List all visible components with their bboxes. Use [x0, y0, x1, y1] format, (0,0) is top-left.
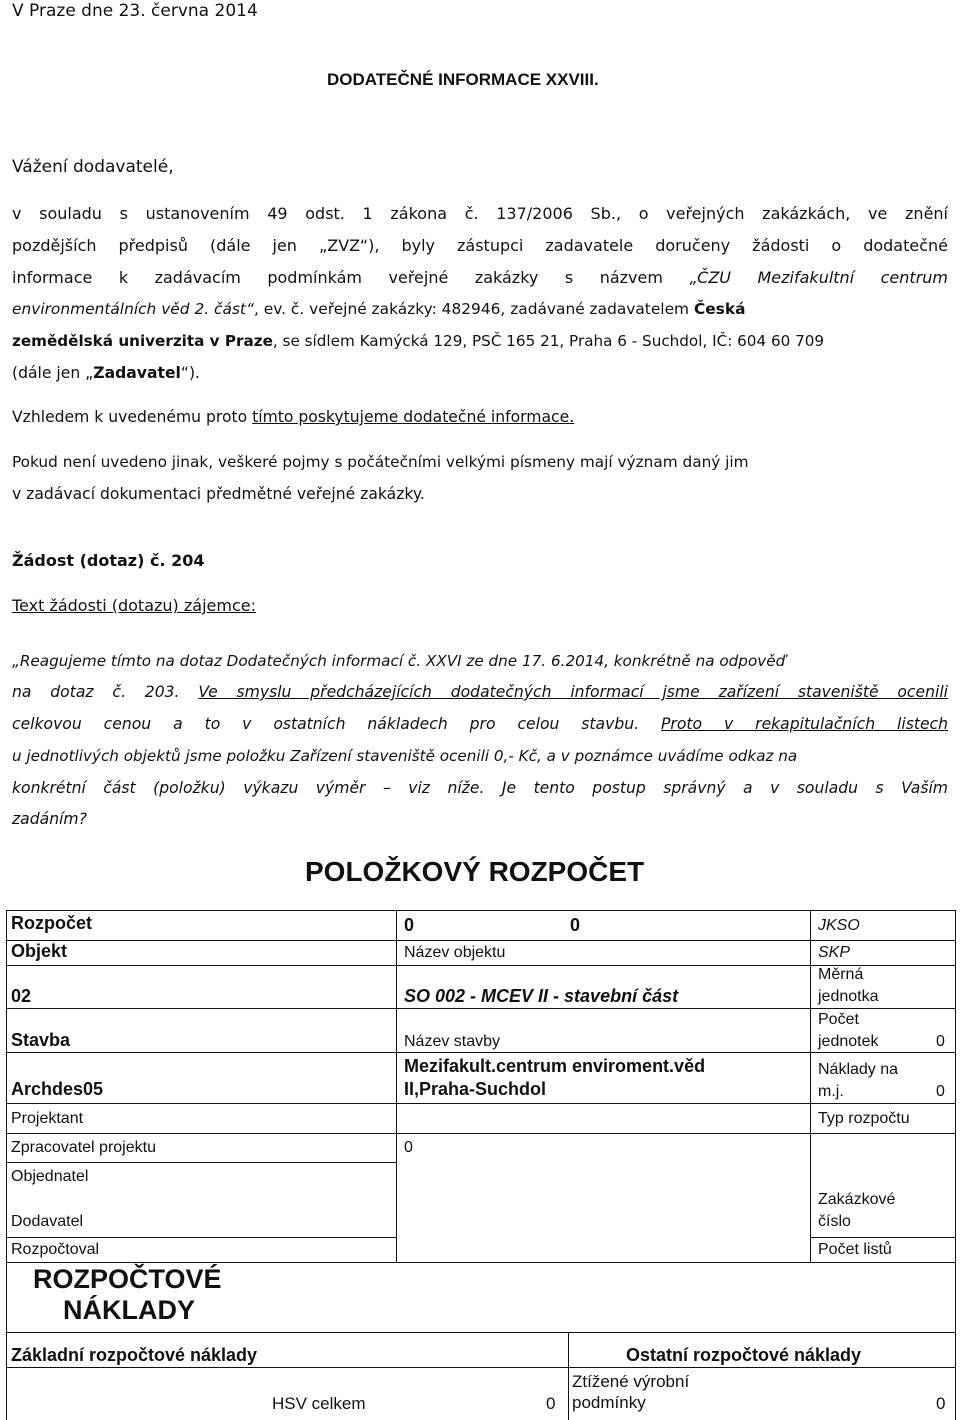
intro-line-8: Pokud není uvedeno jinak, veškeré pojmy s počátečními velkými písmeny mají význam daný jim: [12, 453, 749, 471]
zpracovatel-value: 0: [404, 1139, 413, 1156]
zakazkove-cislo-label: Zakázkové číslo: [818, 1191, 896, 1230]
zpracovatel-label: Zpracovatel projektu: [11, 1139, 156, 1156]
intro-line-7: Vzhledem k uvedenému proto tímto poskytujeme dodatečné informace.: [12, 408, 575, 426]
stavba-name: Mezifakult.centrum enviroment.věd II,Praha-Suchdol: [404, 1056, 706, 1099]
request-heading: Žádost (dotaz) č. 204: [12, 551, 205, 570]
intro-line-3: informace k zadávacím podmínkám veřejné zakázky s názvem „ČZU Mezifakultní centrum: [12, 268, 948, 287]
quote-line-2: na dotaz č. 203. Ve smyslu předcházejících dodatečných informací jsme zařízení staveniště ocenili: [12, 683, 948, 701]
pocet-jednotek-value: 0: [936, 1033, 945, 1050]
projektant-label: Projektant: [11, 1110, 84, 1127]
intro-line-4: environmentálních věd 2. část“, ev. č. veřejné zakázky: 482946, zadávané zadavatelem Česká: [12, 300, 746, 318]
budget-title: POLOŽKOVÝ ROZPOČET: [305, 856, 645, 887]
archdes-label: Archdes05: [11, 1079, 104, 1099]
objekt-name: SO 002 - MCEV II - stavební část: [404, 986, 679, 1006]
rozpoctove-naklady-heading: ROZPOČTOVÉ NÁKLADY: [33, 1264, 222, 1325]
stavba-label: Stavba: [11, 1030, 71, 1050]
intro-line-2: pozdějších předpisů (dále jen „ZVZ“), byly zástupci zadavatele doručeny žádosti o dodatečné: [12, 236, 948, 255]
intro-line-6: (dále jen „Zadavatel“).: [12, 364, 200, 382]
naklady-mj-label: Náklady na m.j.: [818, 1061, 899, 1100]
date-line: V Praze dne 23. června 2014: [12, 1, 258, 21]
quote-line-3: celkovou cenou a to v ostatních nákladech pro celou stavbu. Proto v rekapitulačních listech: [12, 715, 948, 733]
pocet-jednotek-label: Počet jednotek: [818, 1011, 879, 1050]
ostatni-naklady-label: Ostatní rozpočtové náklady: [626, 1345, 862, 1365]
objednatel-label: Objednatel: [11, 1168, 89, 1185]
rozpocet-label: Rozpočet: [11, 913, 92, 933]
skp-label: SKP: [818, 944, 851, 961]
quote-line-1: „Reagujeme tímto na dotaz Dodatečných informací č. XXVI ze dne 17. 6.2014, konkrétně na odpověď: [12, 652, 786, 670]
rozpocet-value-1: 0: [404, 915, 415, 935]
intro-line-5: zemědělská univerzita v Praze, se sídlem Kamýcká 129, PSČ 165 21, Praha 6 - Suchdol, IČ: 604 60 709: [12, 332, 825, 350]
dodavatel-label: Dodavatel: [11, 1213, 84, 1230]
ztizene-podminky-label: Ztížené výrobní podmínky: [572, 1372, 690, 1412]
nazev-objektu-label: Název objektu: [404, 944, 506, 961]
document-title: DODATEČNÉ INFORMACE XXVIII.: [327, 70, 599, 89]
jkso-label: JKSO: [818, 917, 860, 934]
naklady-mj-value: 0: [936, 1083, 945, 1100]
nazev-stavby-label: Název stavby: [404, 1033, 501, 1050]
rozpoctoval-label: Rozpočtoval: [11, 1241, 100, 1258]
quote-line-6: zadáním?: [12, 810, 87, 828]
intro-line-9: v zadávací dokumentaci předmětné veřejné zakázky.: [12, 485, 425, 503]
objekt-code: 02: [11, 986, 32, 1006]
intro-line-1: v souladu s ustanovením 49 odst. 1 zákona č. 137/2006 Sb., o veřejných zakázkách, ve znění: [12, 204, 948, 223]
request-subheading: Text žádosti (dotazu) zájemce:: [12, 596, 256, 615]
quote-line-4: u jednotlivých objektů jsme položku Zařízení staveniště ocenili 0,- Kč, a v poznámce uvádíme odkaz na: [12, 747, 798, 765]
objekt-label: Objekt: [11, 941, 68, 961]
quote-line-5: konkrétní část (položku) výkazu výměr – viz níže. Je tento postup správný a v souladu s Vaším: [12, 779, 948, 797]
zakladni-naklady-label: Základní rozpočtové náklady: [11, 1345, 258, 1365]
merna-jednotka-label: Měrná jednotka: [818, 966, 879, 1005]
ztizene-podminky-value: 0: [936, 1394, 946, 1413]
pocet-listu-label: Počet listů: [818, 1241, 892, 1258]
greeting: Vážení dodavatelé,: [12, 157, 174, 177]
typ-rozpoctu-label: Typ rozpočtu: [818, 1110, 910, 1127]
hsv-celkem-value: 0: [546, 1394, 556, 1413]
rozpocet-value-2: 0: [570, 915, 581, 935]
hsv-celkem-label: HSV celkem: [272, 1394, 366, 1413]
